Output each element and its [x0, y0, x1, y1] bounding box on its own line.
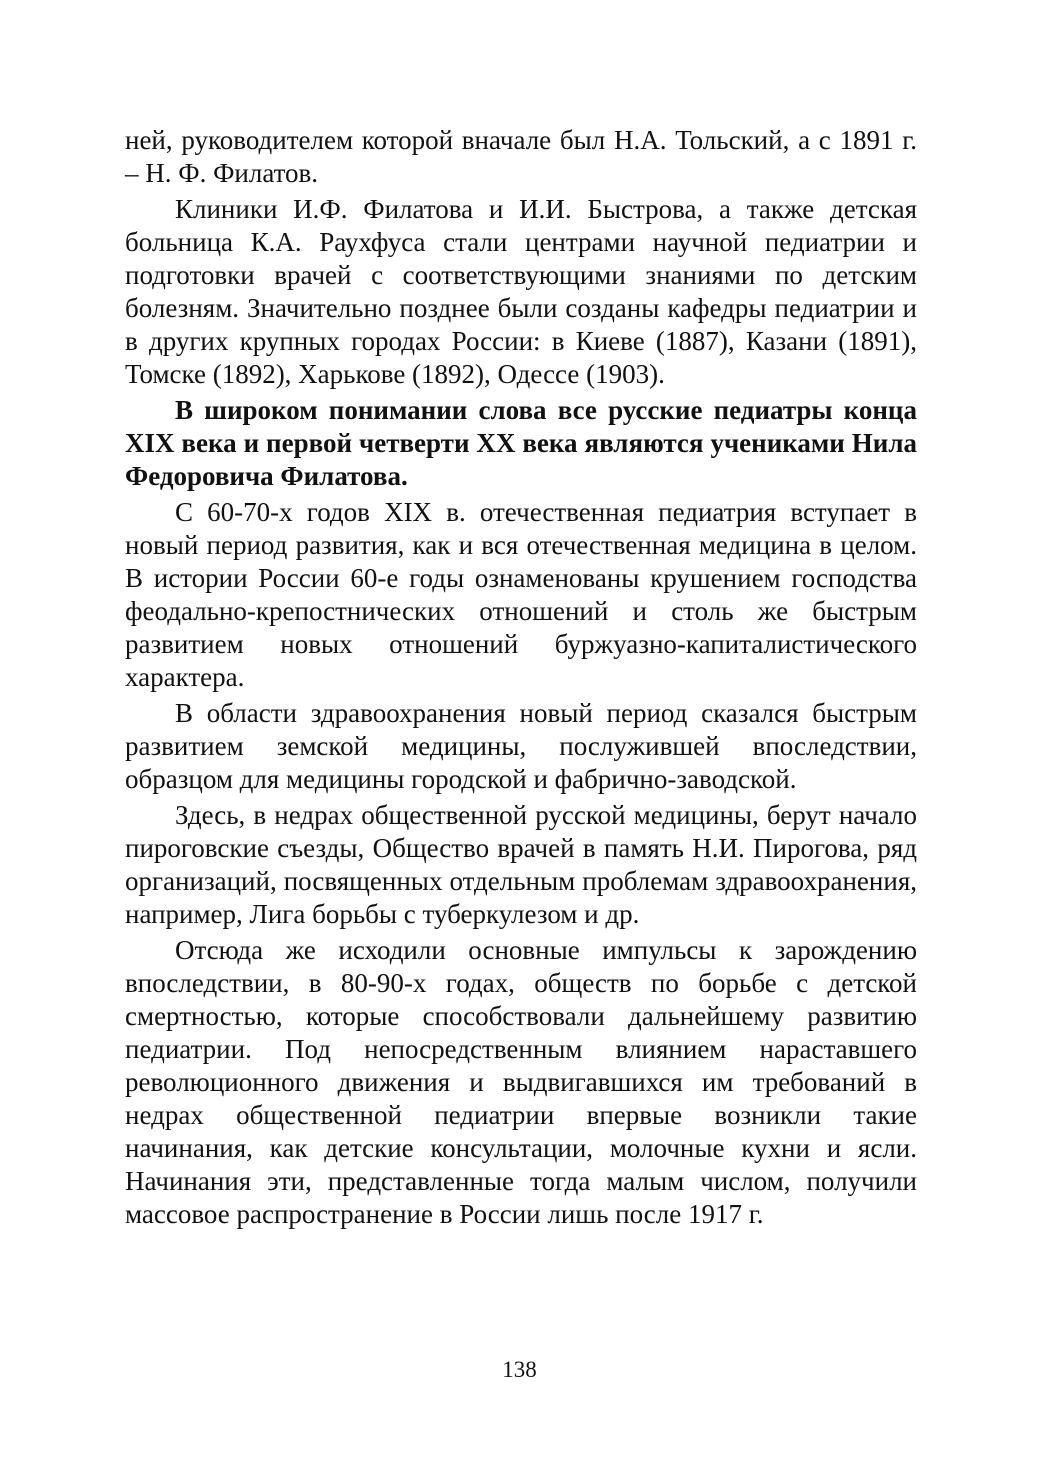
paragraph-new-period: С 60-70-х годов XIX в. отечественная педиатрия вступает в новый период развития, как и вся отечественная медицина в целом. В истории России 60-е годы ознаменованы крушением господства феодально-крепостнических отношений и столь же быстрым развитием новых отношений буржуазно-капиталистического характера. [125, 497, 917, 692]
paragraph-continuation: ней, руководителем которой вначале был Н.А. Тольский, а с 1891 г. – Н. Ф. Филатов. [125, 125, 917, 188]
paragraph-bold-filatov: В широком понимании слова все русские педиатры конца XIX века и первой четверти XX века являются учениками Нила Федоровича Филатова. [125, 395, 917, 491]
paragraph-healthcare: В области здравоохранения новый период сказался быстрым развитием земской медицины, послужившей впоследствии, образцом для медицины городской и фабрично-заводской. [125, 698, 917, 794]
body-text [125, 124, 917, 1234]
paragraph-pirogov: Здесь, в недрах общественной русской медицины, берут начало пироговские съезды, Общество врачей в память Н.И. Пирогова, ряд организаций, посвященных отдельным проблемам здравоохранения, например, Лига борьбы с туберкулезом и др. [125, 800, 917, 929]
paragraph-societies: Отсюда же исходили основные импульсы к зарождению впоследствии, в 80-90-х годах, обществ по борьбе с детской смертностью, которые способствовали дальнейшему развитию педиатрии. Под непосредственным влиянием нараставшего революционного движения и выдвигавшихся им требований в недрах общественной педиатрии впервые возникли такие начинания, как детские консультации, молочные кухни и ясли. Начинания эти, представленные тогда малым числом, получили массовое распространение в России лишь после 1917 г. [125, 935, 917, 1229]
page-number: 138 [502, 1357, 537, 1382]
paragraph-clinics: Клиники И.Ф. Филатова и И.И. Быстрова, а также детская больница К.А. Раухфуса стали центрами научной педиатрии и подготовки врачей с соответствующими знаниями по детским болезням. Значительно позднее были созданы кафедры педиатрии и в других крупных городах России: в Киеве (1887), Казани (1891), Томске (1892), Харькове (1892), Одессе (1903). [125, 194, 917, 389]
